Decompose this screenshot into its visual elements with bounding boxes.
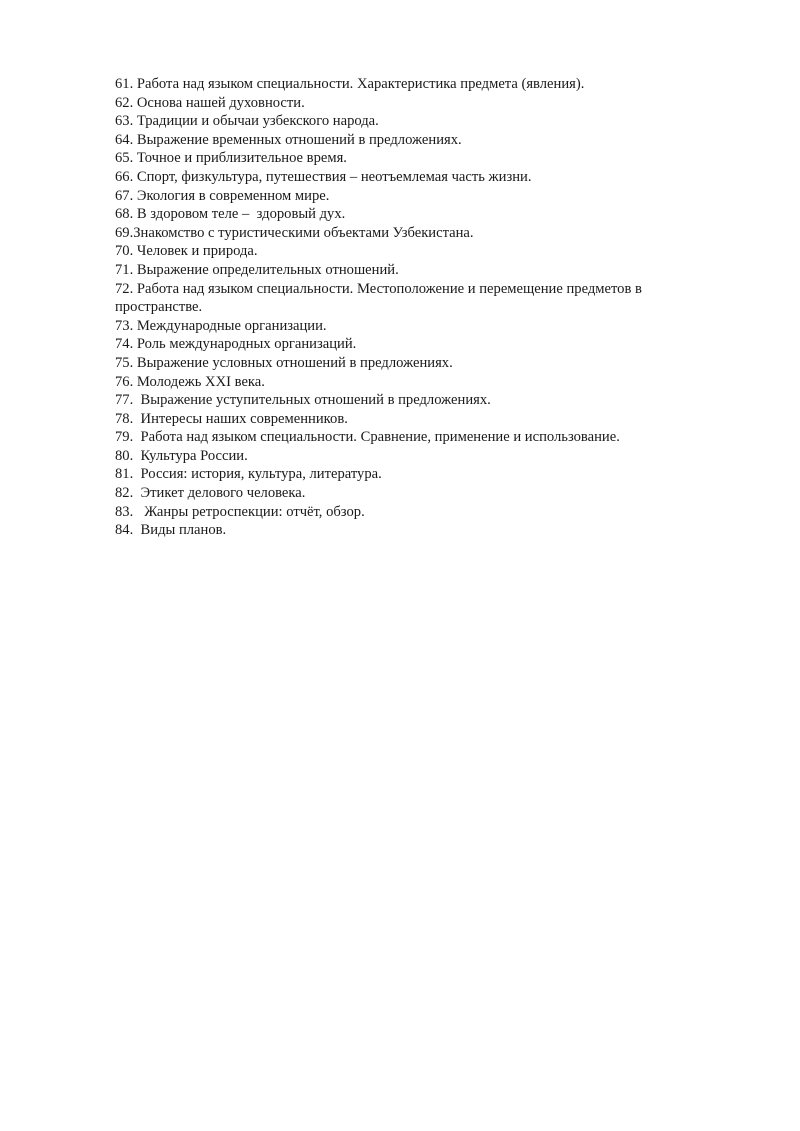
topic-item-77: 77. Выражение уступительных отношений в предложениях. <box>115 392 491 409</box>
topic-item-79: 79. Работа над языком специальности. Сравнение, применение и использование. <box>115 429 620 446</box>
topic-list <box>115 75 715 540</box>
topic-item-67: 67. Экология в современном мире. <box>115 187 330 204</box>
topic-item-71: 71. Выражение определительных отношений. <box>115 261 399 278</box>
topic-item-66: 66. Спорт, физкультура, путешествия – неотъемлемая часть жизни. <box>115 168 532 185</box>
topic-item-73: 73. Международные организации. <box>115 317 327 334</box>
topic-item-82: 82. Этикет делового человека. <box>115 485 306 502</box>
topic-item-61: 61. Работа над языком специальности. Характеристика предмета (явления). <box>115 76 585 92</box>
topic-item-69: 69.Знакомство с туристическими объектами Узбекистана. <box>115 224 474 241</box>
topic-item-84: 84. Виды планов. <box>115 522 227 539</box>
topic-item-63: 63. Традиции и обычаи узбекского народа. <box>115 113 379 130</box>
topic-item-65: 65. Точное и приблизительное время. <box>115 150 347 167</box>
topic-item-80: 80. Культура России. <box>115 447 248 464</box>
topic-item-78: 78. Интересы наших современников. <box>115 410 348 427</box>
topic-item-75: 75. Выражение условных отношений в предложениях. <box>115 354 453 371</box>
topic-item-74: 74. Роль международных организаций. <box>115 336 357 353</box>
topic-item-64: 64. Выражение временных отношений в предложениях. <box>115 131 462 148</box>
topic-item-62: 62. Основа нашей духовности. <box>115 94 305 111</box>
topic-item-68: 68. В здоровом теле – здоровый дух. <box>115 206 346 223</box>
topic-item-76: 76. Молодежь XXI века. <box>115 373 265 390</box>
topic-item-70: 70. Человек и природа. <box>115 243 258 260</box>
topic-item-81: 81. Россия: история, культура, литература. <box>115 466 382 483</box>
topic-item-72: 72. Работа над языком специальности. Местоположение и перемещение предметов в пространстве. <box>115 280 646 316</box>
topic-item-83: 83. Жанры ретроспекции: отчёт, обзор. <box>115 503 365 520</box>
